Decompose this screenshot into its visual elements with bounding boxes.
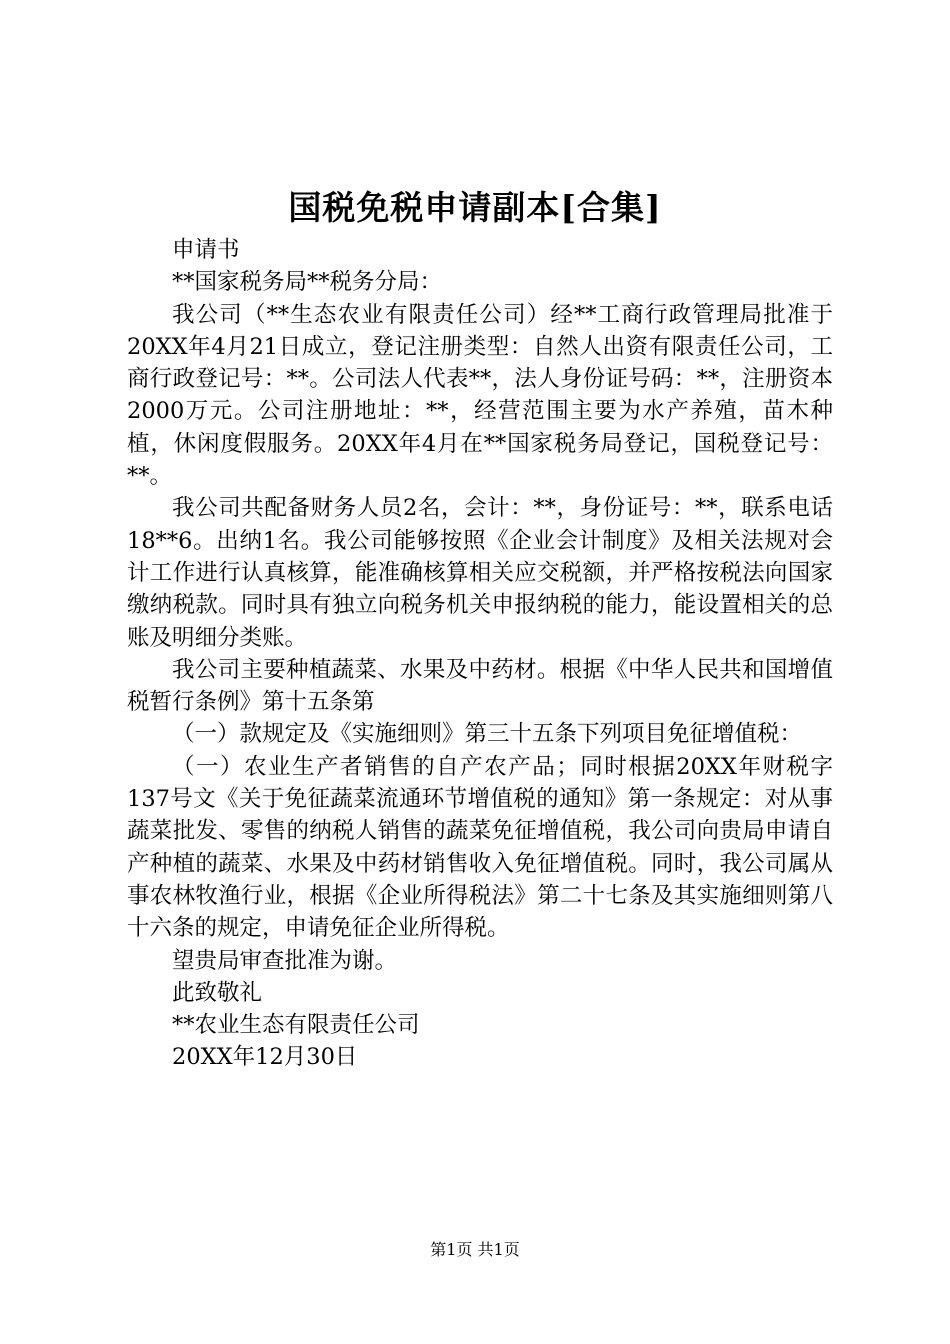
paragraph-finance-staff: 我公司共配备财务人员2名，会计：**，身份证号：**，联系电话18**6。出纳1名。我公司能够按照《企业会计制度》及相关法规对会计工作进行认真核算，能准确核算相关应交税额，并严格按税法向国家缴纳税款。同时具有独立向税务机关申报纳税的能力，能设置相关的总账及明细分类账。 [127, 495, 833, 651]
paragraph-exemption-request: （一）农业生产者销售的自产农产品；同时根据20XX年财税字137号文《关于免征蔬菜流通环节增值税的通知》第一条规定：对从事蔬菜批发、零售的纳税人销售的蔬菜免征增值税，我公司向贵局申请自产种植的蔬菜、水果及中药材销售收入免征增值税。同时，我公司属从事农林牧渔行业，根据《企业所得税法》第二十七条及其实施细则第八十六条的规定，申请免征企业所得税。 [127, 753, 833, 942]
paragraph-closing-request: 望贵局审查批准为谢。 [172, 947, 398, 974]
page-footer: 第1页 共1页 [430, 1240, 520, 1259]
paragraph-regulation: （一）款规定及《实施细则》第三十五条下列项目免征增值税： [172, 721, 803, 748]
paragraph-signature: **农业生态有限责任公司 [172, 1012, 420, 1039]
document-title: 国税免税申请副本[合集] [288, 188, 662, 227]
paragraph-company-info: 我公司（**生态农业有限责任公司）经**工商行政管理局批准于20XX年4月21日成立，登记注册类型：自然人出资有限责任公司，工商行政登记号：**。公司法人代表**，法人身份证号码：**，注册资本2000万元。公司注册地址：**，经营范围主要为水产养殖，苗木种植，休闲度假服务。20XX年4月在**国家税务局登记，国税登记号：**。 [127, 301, 833, 490]
paragraph-salutation: 此致敬礼 [172, 979, 263, 1006]
paragraph-business-scope: 我公司主要种植蔬菜、水果及中药材。根据《中华人民共和国增值税暂行条例》第十五条第 [127, 656, 833, 716]
paragraph-heading: 申请书 [172, 237, 240, 263]
paragraph-addressee: **国家税务局**税务分局： [172, 269, 443, 296]
document-body [127, 234, 833, 1074]
paragraph-date: 20XX年12月30日 [172, 1044, 358, 1071]
